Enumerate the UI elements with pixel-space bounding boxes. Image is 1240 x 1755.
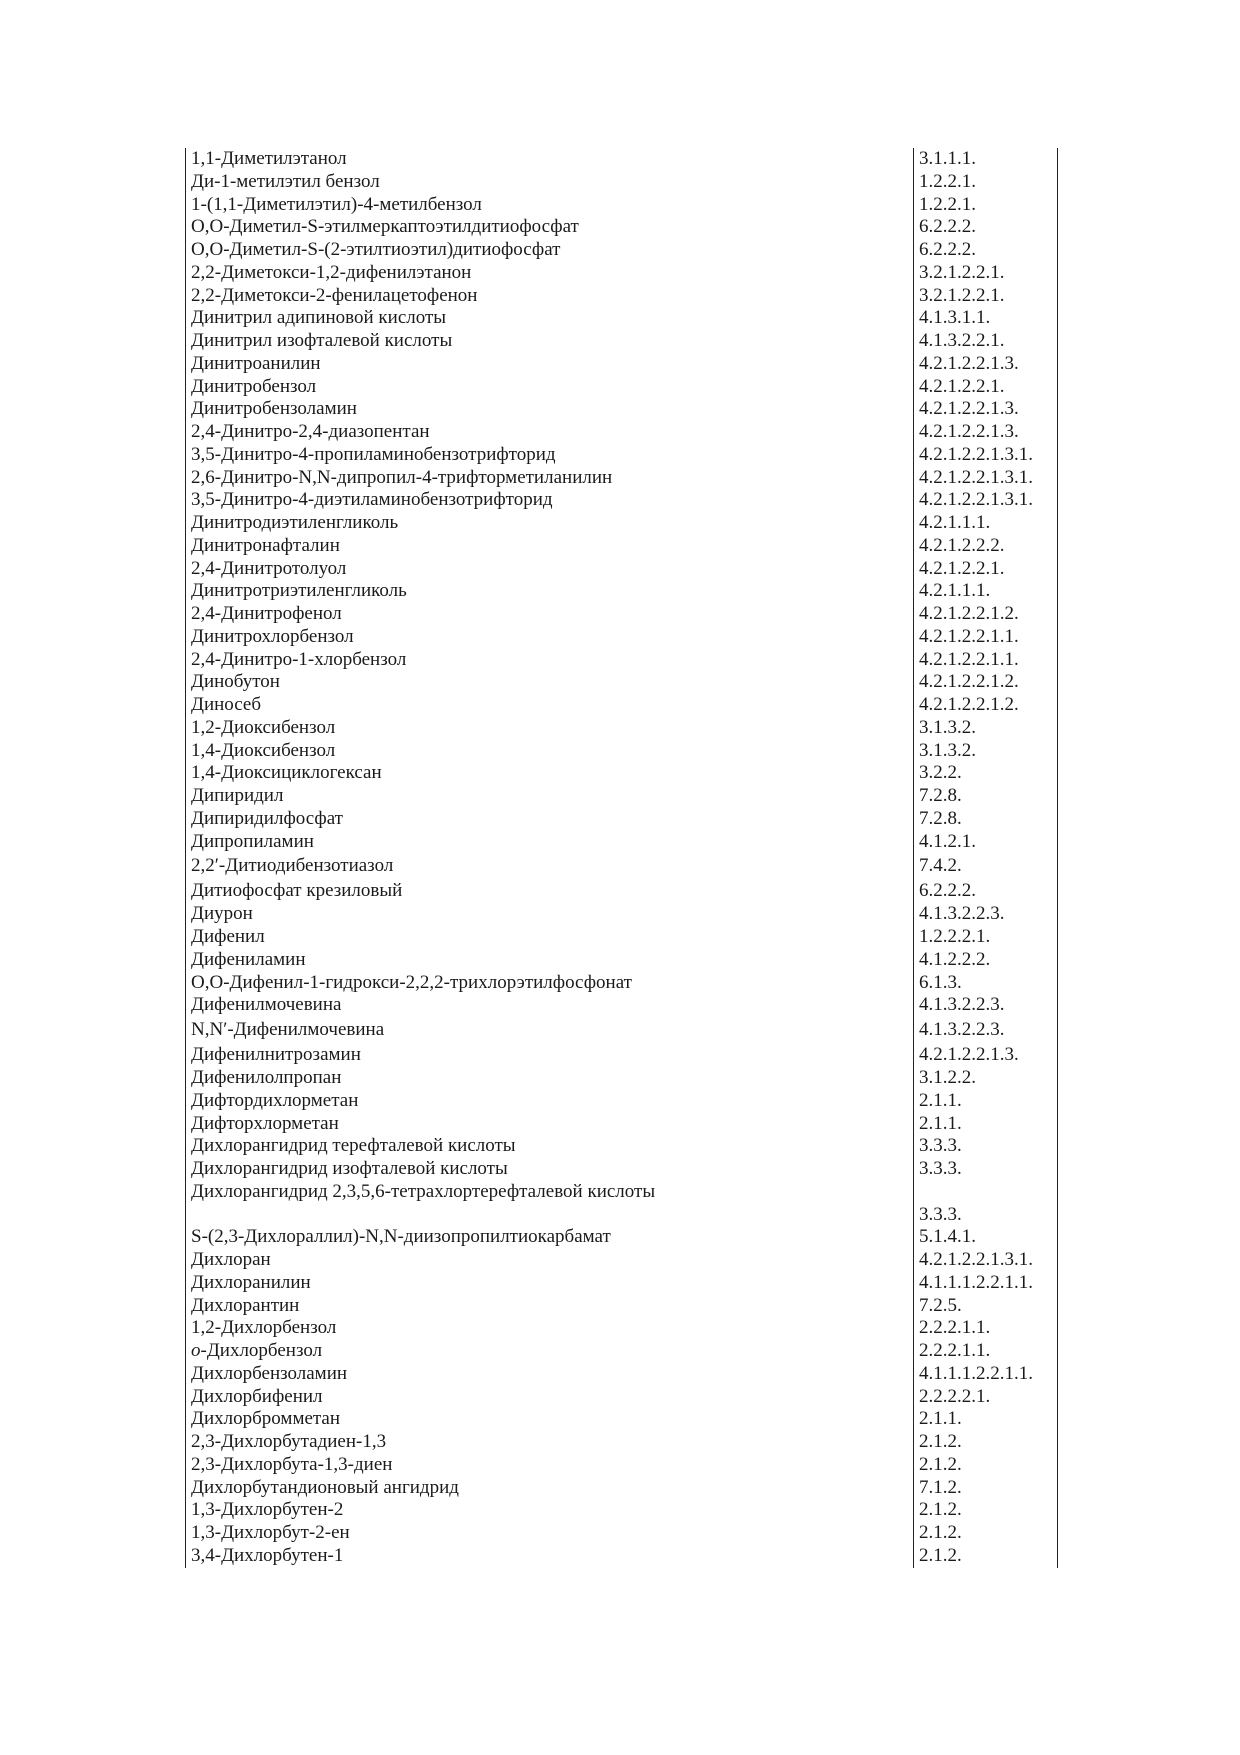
table-row — [186, 353, 1057, 376]
substance-index-table — [185, 148, 1058, 1568]
classification-code: 7.2.8. — [919, 785, 962, 806]
table-row — [186, 1158, 1057, 1181]
table-row — [186, 580, 1057, 603]
table-row — [186, 853, 1057, 878]
table-row — [186, 1431, 1057, 1454]
classification-code: 4.2.1.2.2.1. — [919, 557, 1005, 579]
substance-name: Динитроанилин — [191, 352, 321, 374]
table-row — [186, 285, 1057, 308]
table-row — [186, 603, 1057, 626]
classification-code: 4.2.1.2.2.1. — [919, 375, 1005, 397]
classification-code: 4.2.1.2.2.1.1. — [919, 648, 1019, 670]
table-row — [186, 740, 1057, 763]
substance-name: 2,4-Динитрофенол — [191, 603, 342, 624]
substance-name: 2,2-Диметокси-1,2-дифенилэтанон — [191, 261, 472, 283]
substance-name: Дифенилолпропан — [191, 1067, 342, 1088]
classification-code: 1.2.2.2.1. — [919, 926, 991, 947]
classification-code: 3.1.1.1. — [919, 148, 976, 169]
table-row — [186, 1499, 1057, 1522]
table-row — [186, 171, 1057, 194]
classification-code: 4.2.1.2.2.1.1. — [919, 625, 1019, 647]
table-row — [186, 1226, 1057, 1249]
table-row — [186, 489, 1057, 512]
substance-name: Динитробензол — [191, 375, 317, 397]
substance-name: Ди-1-метилэтил бензол — [191, 170, 380, 192]
substance-name: Дихлорбензоламин — [191, 1362, 348, 1384]
table-row — [186, 1295, 1057, 1318]
substance-name: 1,2-Дихлорбензол — [191, 1317, 337, 1339]
classification-code: 2.1.2. — [919, 1499, 962, 1521]
substance-name: Дифторхлорметан — [191, 1112, 339, 1134]
substance-name: Динитрохлорбензол — [191, 625, 354, 647]
table-row — [186, 1386, 1057, 1409]
classification-code: 7.4.2. — [919, 855, 962, 877]
classification-code: 4.2.1.2.2.1.3. — [919, 421, 1019, 442]
table-row — [186, 398, 1057, 421]
substance-name: Дихлорбромметан — [191, 1408, 341, 1430]
table-row — [186, 694, 1057, 717]
substance-name: Дихлорбифенил — [191, 1385, 323, 1407]
substance-name: Дифениламин — [191, 948, 306, 970]
table-row — [186, 1272, 1057, 1295]
classification-code: 4.1.2.2.2. — [919, 948, 991, 970]
table-row — [186, 878, 1057, 903]
classification-code: 4.2.1.2.2.1.3. — [919, 1044, 1019, 1065]
table-row — [186, 671, 1057, 694]
classification-code: 5.1.4.1. — [919, 1226, 976, 1248]
substance-name: 1,1-Диметилэтанол — [191, 148, 347, 169]
table-row — [186, 535, 1057, 558]
classification-code: 2.2.2.2.1. — [919, 1385, 991, 1407]
substance-name: O,O-Дифенил-1-гидрокси-2,2,2-трихлорэтилфосфонат — [191, 971, 632, 993]
table-row — [186, 444, 1057, 467]
table-row — [186, 1408, 1057, 1431]
substance-name: Диносеб — [191, 694, 262, 715]
substance-name — [186, 1340, 913, 1363]
substance-name: Динитродиэтиленгликоль — [191, 512, 399, 533]
classification-code: 2.1.1. — [919, 1089, 962, 1111]
substance-name: Дипиридил — [191, 785, 284, 806]
substance-name: Дихлорантин — [191, 1294, 300, 1316]
table-row — [186, 1454, 1057, 1477]
classification-code: 4.2.1.2.2.1.2. — [919, 694, 1019, 715]
table-row — [186, 903, 1057, 926]
table-row — [186, 148, 1057, 171]
classification-code: 3.3.3. — [919, 1135, 962, 1157]
table-row — [186, 1340, 1057, 1363]
substance-name: Дифтордихлорметан — [191, 1089, 359, 1111]
classification-code: 3.3.3. — [919, 1158, 962, 1179]
classification-code: 2.2.2.1.1. — [919, 1340, 991, 1361]
classification-code: 4.2.1.2.2.1.3. — [919, 398, 1019, 420]
substance-name: Дифенилнитрозамин — [191, 1044, 361, 1065]
substance-name: Динитробензоламин — [191, 398, 357, 420]
classification-code: 3.1.3.2. — [919, 739, 976, 761]
classification-code: 4.2.1.2.2.1.3. — [919, 352, 1019, 374]
table-row — [186, 194, 1057, 217]
classification-code: 2.1.1. — [919, 1112, 962, 1134]
italic-prefix: о — [191, 1340, 201, 1361]
table-row — [186, 1363, 1057, 1386]
substance-name: N,N′-Дифенилмочевина — [191, 1019, 385, 1040]
classification-code: 4.2.1.2.2.2. — [919, 534, 1005, 556]
substance-name: 3,5-Динитро-4-пропиламинобензотрифторид — [191, 443, 556, 465]
classification-code: 4.2.1.2.2.1.3.1. — [919, 1249, 1033, 1270]
substance-name: 2,3-Дихлорбутадиен-1,3 — [191, 1431, 387, 1452]
substance-name-rest: -Дихлорбензол — [200, 1340, 323, 1361]
classification-code: 4.2.1.1.1. — [919, 512, 991, 533]
table-row — [186, 1067, 1057, 1090]
classification-code: 7.2.8. — [919, 807, 962, 829]
classification-code: 6.2.2.2. — [919, 216, 976, 238]
table-row — [186, 831, 1057, 854]
classification-code: 4.1.1.1.2.2.1.1. — [919, 1271, 1033, 1293]
classification-code: 3.2.1.2.2.1. — [919, 261, 1005, 283]
table-row — [186, 239, 1057, 262]
table-row — [186, 330, 1057, 353]
substance-name: S-(2,3-Дихлораллил)-N,N-диизопропилтиокарбамат — [191, 1226, 611, 1248]
substance-name: Дихлоран — [191, 1249, 271, 1270]
classification-code: 6.2.2.2. — [919, 239, 976, 260]
table-row — [186, 994, 1057, 1017]
table-row — [186, 1042, 1057, 1067]
classification-code: 1.2.2.1. — [919, 170, 976, 192]
classification-code: 3.2.1.2.2.1. — [919, 284, 1005, 306]
substance-name: 1,3-Дихлорбут-2-ен — [191, 1522, 350, 1543]
substance-name: 2,6-Динитро-N,N-дипропил-4-трифторметиланилин — [191, 466, 613, 488]
classification-code: 4.2.1.1.1. — [919, 580, 991, 602]
classification-code: 4.1.3.2.2.3. — [919, 994, 1005, 1016]
classification-code: 4.1.3.2.2.1. — [919, 330, 1005, 351]
table-row — [186, 1249, 1057, 1272]
substance-name: O,O-Диметил-S-этилмеркаптоэтилдитиофосфат — [191, 216, 579, 238]
substance-name: Дихлоранилин — [191, 1271, 311, 1293]
substance-name: 1-(1,1-Диметилэтил)-4-метилбензол — [191, 193, 482, 215]
classification-code: 4.2.1.2.2.1.2. — [919, 671, 1019, 693]
substance-name: 1,4-Диоксибензол — [191, 739, 336, 761]
table-row — [186, 467, 1057, 490]
substance-name: Дихлорангидрид изофталевой кислоты — [191, 1158, 508, 1179]
table-row — [186, 717, 1057, 740]
substance-name: 2,2-Диметокси-2-фенилацетофенон — [191, 284, 478, 306]
table-row — [186, 1017, 1057, 1042]
table-row — [186, 972, 1057, 995]
classification-code: 7.1.2. — [919, 1476, 962, 1498]
substance-name: 3,4-Дихлорбутен-1 — [191, 1544, 344, 1566]
table-row — [186, 626, 1057, 649]
substance-name: 1,2-Диоксибензол — [191, 716, 336, 738]
classification-code: 4.2.1.2.2.1.3.1. — [919, 466, 1033, 488]
substance-name: Динитронафталин — [191, 534, 340, 556]
classification-code: 4.2.1.2.2.1.2. — [919, 603, 1019, 624]
classification-code: 4.2.1.2.2.1.3.1. — [919, 489, 1033, 511]
classification-code: 4.1.3.2.2.3. — [919, 903, 1005, 925]
table-row — [186, 949, 1057, 972]
table-row — [186, 421, 1057, 444]
table-row — [186, 1090, 1057, 1113]
substance-name: 1,4-Диоксициклогексан — [191, 762, 382, 784]
classification-code: 3.1.2.2. — [919, 1067, 976, 1088]
substance-name: Динитротриэтиленгликоль — [191, 580, 407, 602]
classification-code: 1.2.2.1. — [919, 193, 976, 215]
table-row — [186, 307, 1057, 330]
substance-name: Динитрил адипиновой кислоты — [191, 307, 447, 329]
table-row — [186, 1317, 1057, 1340]
classification-code: 2.1.2. — [919, 1522, 962, 1543]
table-row — [186, 1135, 1057, 1158]
substance-name: 2,4-Динитро-1-хлорбензол — [191, 648, 407, 670]
substance-name: Дипропиламин — [191, 830, 314, 852]
substance-name: 2,3-Дихлорбута-1,3-диен — [191, 1453, 393, 1475]
table-row — [186, 1477, 1057, 1500]
table-row — [186, 1181, 1057, 1227]
substance-name: Дихлорангидрид терефталевой кислоты — [191, 1135, 516, 1157]
table-row — [186, 558, 1057, 581]
classification-code: 3.3.3. — [919, 1203, 962, 1225]
table-row — [186, 1113, 1057, 1136]
substance-name: Динобутон — [191, 671, 280, 693]
substance-name: 3,5-Динитро-4-диэтиламинобензотрифторид — [191, 489, 553, 511]
classification-code: 7.2.5. — [919, 1294, 962, 1316]
table-row — [186, 762, 1057, 785]
classification-code: 4.2.1.2.2.1.3.1. — [919, 443, 1033, 465]
substance-name: 1,3-Дихлорбутен-2 — [191, 1499, 344, 1521]
substance-name: Диурон — [191, 903, 253, 925]
classification-code: 3.2.2. — [919, 762, 962, 784]
substance-name: Дифенил — [191, 926, 265, 947]
substance-name: 2,4-Динитротолуол — [191, 557, 347, 579]
table-row — [186, 649, 1057, 672]
table-row — [186, 512, 1057, 535]
table-row — [186, 1522, 1057, 1545]
classification-code: 6.1.3. — [919, 971, 962, 993]
classification-code: 4.1.1.1.2.2.1.1. — [919, 1362, 1033, 1384]
substance-name: Дихлорбутандионовый ангидрид — [191, 1476, 459, 1498]
classification-code: 6.2.2.2. — [919, 880, 976, 902]
substance-name: Дихлорангидрид 2,3,5,6-тетрахлортерефталевой кислоты — [191, 1180, 656, 1202]
classification-code: 2.1.1. — [919, 1408, 962, 1430]
table-row — [186, 808, 1057, 831]
classification-code: 2.1.2. — [919, 1453, 962, 1475]
substance-name: Дифенилмочевина — [191, 994, 342, 1016]
substance-name: Дитиофосфат крезиловый — [191, 880, 403, 902]
classification-code: 2.1.2. — [919, 1431, 962, 1452]
classification-code: 4.1.3.1.1. — [919, 307, 991, 329]
table-row — [186, 785, 1057, 808]
substance-name: O,O-Диметил-S-(2-этилтиоэтил)дитиофосфат — [191, 239, 561, 260]
classification-code: 4.1.2.1. — [919, 830, 976, 852]
table-row — [186, 262, 1057, 285]
classification-code: 3.1.3.2. — [919, 716, 976, 738]
substance-name: Динитрил изофталевой кислоты — [191, 330, 453, 351]
substance-name: 2,4-Динитро-2,4-диазопентан — [191, 421, 430, 442]
substance-name: 2,2′-Дитиодибензотиазол — [191, 855, 394, 877]
substance-name: Дипиридилфосфат — [191, 807, 343, 829]
classification-code: 2.1.2. — [919, 1544, 962, 1566]
table-row — [186, 376, 1057, 399]
classification-code: 2.2.2.1.1. — [919, 1317, 991, 1339]
table-row — [186, 1545, 1057, 1568]
table-row — [186, 926, 1057, 949]
classification-code: 4.1.3.2.2.3. — [919, 1019, 1005, 1040]
table-row — [186, 216, 1057, 239]
